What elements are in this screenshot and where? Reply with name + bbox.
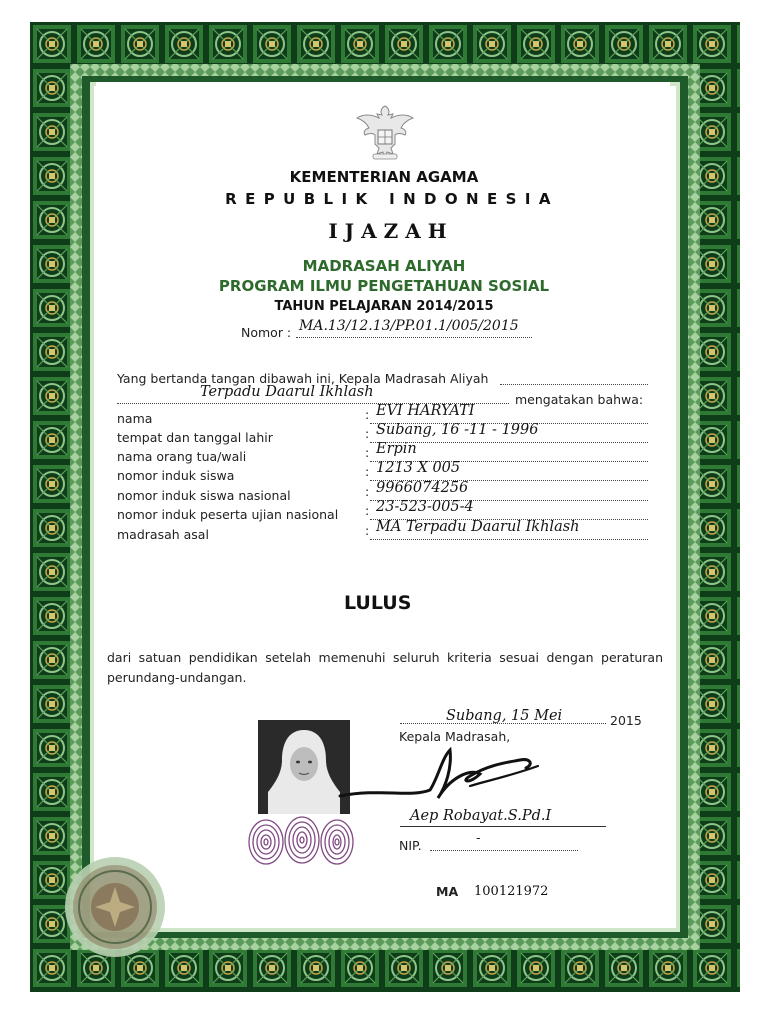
field-value-origin: MA Terpadu Daarul Ikhlash — [376, 519, 580, 535]
field-label-birth: tempat dan tanggal lahir — [117, 430, 273, 445]
field-label-exam-id: nomor induk peserta ujian nasional — [117, 507, 339, 522]
field-label-student-id: nomor induk siswa — [117, 468, 235, 483]
field-value-student-id: 1213 X 005 — [376, 460, 461, 476]
statement-line: Yang bertanda tangan dibawah ini, Kepala Madrasah Aliyah — [117, 371, 489, 386]
garuda-emblem-icon — [353, 100, 417, 164]
principal-name: Aep Robayat.S.Pd.I — [410, 808, 552, 824]
school-type: MADRASAH ALIYAH — [302, 257, 466, 275]
program-name: PROGRAM ILMU PENGETAHUAN SOSIAL — [218, 277, 550, 295]
serial-number: 100121972 — [474, 884, 549, 899]
field-label-origin: madrasah asal — [117, 527, 209, 542]
field-value-exam-id: 23-523-005-4 — [376, 499, 474, 515]
result-status: LULUS — [344, 592, 412, 614]
sign-place-date: Subang, 15 Mei — [446, 708, 563, 724]
madrasah-name: Terpadu Daarul Ikhlash — [200, 384, 374, 400]
field-label-name: nama — [117, 411, 153, 426]
republic-title: REPUBLIK INDONESIA — [225, 190, 559, 208]
nip-value: - — [476, 830, 481, 845]
certificate-number: MA.13/12.13/PP.01.1/005/2015 — [299, 318, 519, 334]
statement-suffix: mengatakan bahwa: — [515, 392, 644, 407]
serial-prefix: MA — [436, 884, 459, 899]
fingerprints — [244, 812, 358, 868]
school-year: TAHUN PELAJARAN 2014/2015 — [274, 299, 494, 314]
field-value-name: EVI HARYATI — [376, 403, 475, 419]
sign-year: 2015 — [610, 713, 642, 728]
principal-signature — [320, 738, 570, 818]
field-value-birth: Subang, 16 -11 - 1996 — [376, 422, 539, 438]
hologram-seal-icon — [60, 852, 170, 962]
document-title: IJAZAH — [328, 219, 454, 243]
nip-label: NIP. — [399, 838, 422, 853]
sign-role: Kepala Madrasah, — [399, 729, 511, 744]
result-paragraph: dari satuan pendidikan setelah memenuhi seluruh kriteria sesuai dengan peraturan perundang-undangan. — [107, 650, 663, 685]
field-label-national-id: nomor induk siswa nasional — [117, 488, 291, 503]
certificate-number-label: Nomor : — [241, 325, 292, 340]
field-label-parent: nama orang tua/wali — [117, 449, 247, 464]
field-value-parent: Erpin — [376, 441, 417, 457]
ministry-title: KEMENTERIAN AGAMA — [289, 168, 479, 186]
field-value-national-id: 9966074256 — [376, 480, 469, 496]
